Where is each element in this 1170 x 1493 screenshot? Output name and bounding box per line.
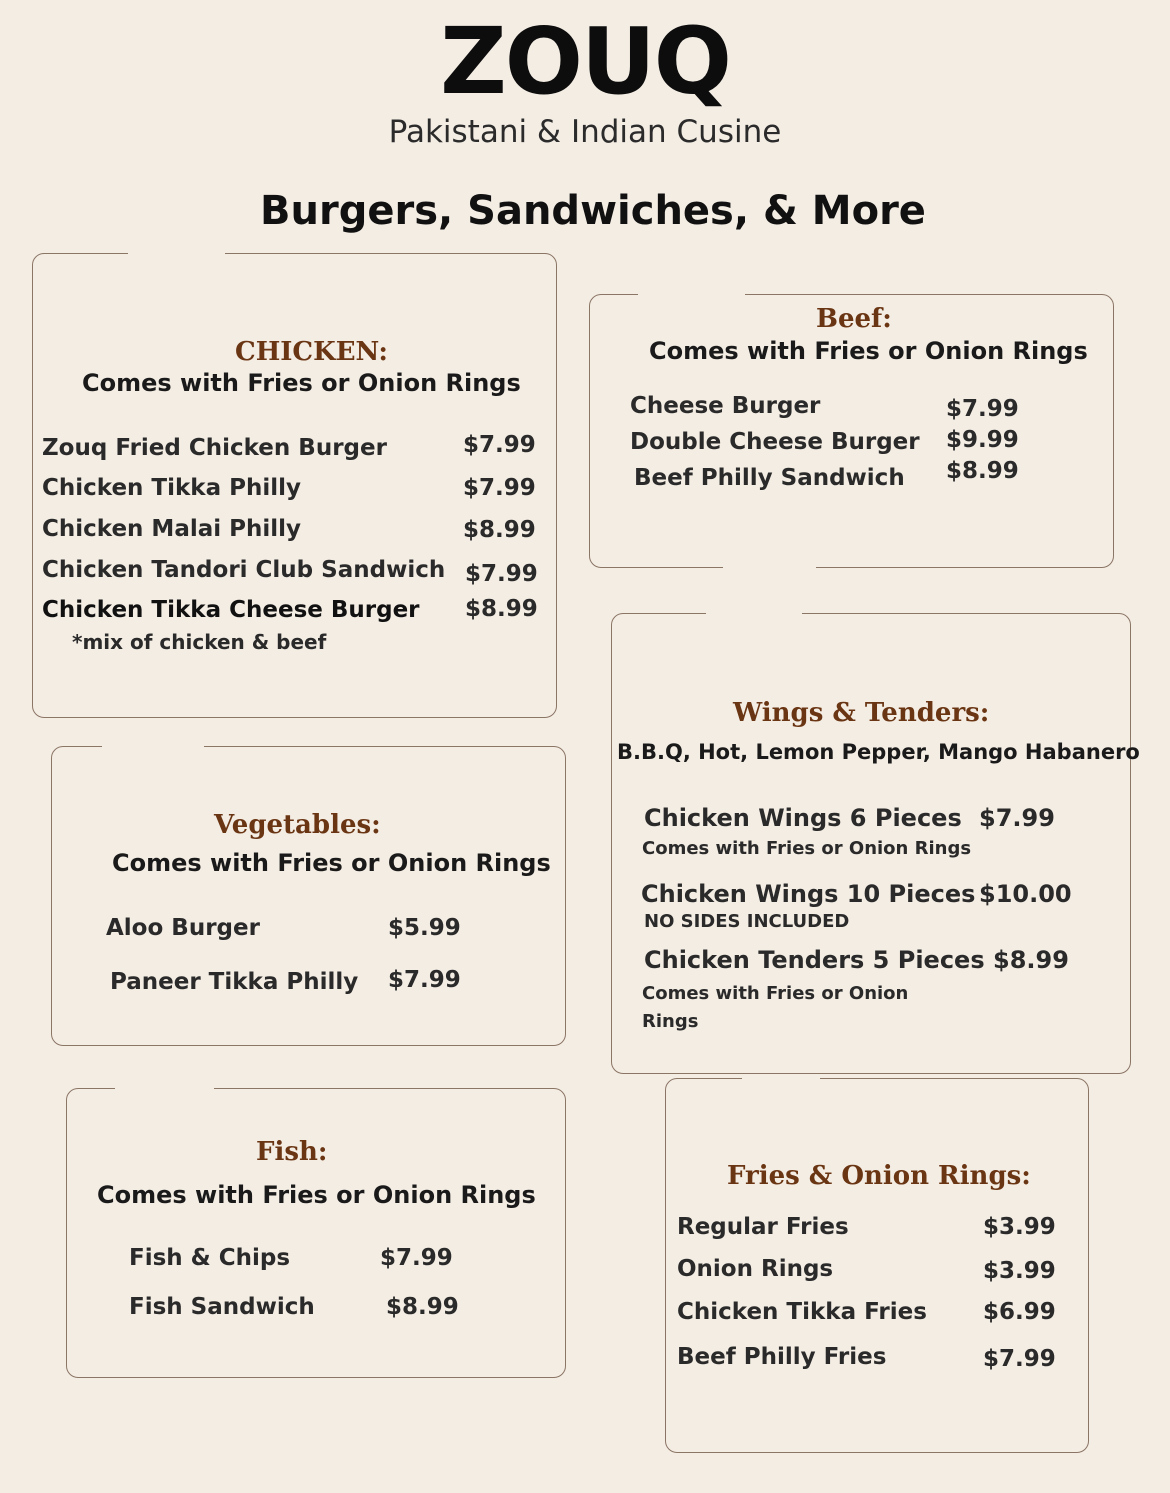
menu-item-price: $8.99 [465, 596, 538, 622]
restaurant-subtitle: Pakistani & Indian Cusine [388, 114, 782, 150]
beef-title: Beef: [816, 304, 892, 334]
menu-item-price: $9.99 [946, 427, 1019, 453]
chicken-note: *mix of chicken & beef [72, 630, 327, 654]
menu-item-name: Cheese Burger [630, 393, 821, 419]
menu-item-price: $8.99 [386, 1294, 459, 1320]
menu-item-name: Double Cheese Burger [630, 429, 920, 455]
menu-item-name: Chicken Tenders 5 Pieces [644, 946, 985, 974]
menu-item-price: $7.99 [463, 475, 536, 501]
fish-section [66, 1088, 566, 1378]
menu-item-price: $3.99 [983, 1214, 1056, 1240]
menu-item-price: $7.99 [979, 804, 1055, 832]
menu-item-price: $7.99 [983, 1346, 1056, 1372]
menu-item-name: Chicken Tandori Club Sandwich [42, 557, 446, 583]
menu-item-price: $8.99 [463, 517, 536, 543]
menu-item-name: Chicken Tikka Philly [42, 475, 301, 501]
menu-item-name: Aloo Burger [106, 915, 260, 941]
frame-gap [723, 565, 816, 570]
menu-item-name: Chicken Malai Philly [42, 516, 302, 542]
menu-item-price: $10.00 [979, 880, 1072, 908]
menu-item-name: Onion Rings [677, 1256, 834, 1282]
menu-item-name: Chicken Wings 10 Pieces [641, 880, 976, 908]
wings-item-note: Rings [642, 1011, 699, 1032]
menu-item-price: $8.99 [993, 946, 1069, 974]
frame-gap [638, 292, 745, 297]
menu-item-name: Beef Philly Fries [677, 1344, 887, 1370]
menu-item-price: $6.99 [983, 1299, 1056, 1325]
frame-gap [742, 1076, 820, 1081]
restaurant-logo: ZOUQ [440, 8, 730, 115]
fries-title: Fries & Onion Rings: [727, 1161, 1031, 1191]
menu-item-price: $5.99 [388, 915, 461, 941]
menu-item-price: $3.99 [983, 1258, 1056, 1284]
menu-item-price: $7.99 [463, 432, 536, 458]
menu-item-price: $8.99 [946, 458, 1019, 484]
chicken-subtitle: Comes with Fries or Onion Rings [82, 369, 521, 397]
vegetables-section [51, 746, 566, 1046]
menu-item-price: $7.99 [946, 396, 1019, 422]
wings-item-note: NO SIDES INCLUDED [644, 911, 850, 932]
menu-item-price: $7.99 [380, 1245, 453, 1271]
menu-item-name: Paneer Tikka Philly [110, 969, 359, 995]
menu-item-name: Chicken Wings 6 Pieces [644, 804, 962, 832]
beef-subtitle: Comes with Fries or Onion Rings [649, 337, 1088, 365]
menu-item-name: Beef Philly Sandwich [634, 465, 905, 491]
menu-item-name: Zouq Fried Chicken Burger [42, 435, 387, 461]
vegetables-subtitle: Comes with Fries or Onion Rings [112, 849, 551, 877]
menu-item-name: Regular Fries [677, 1214, 849, 1240]
menu-item-name: Fish Sandwich [129, 1294, 315, 1320]
menu-heading: Burgers, Sandwiches, & More [260, 188, 926, 234]
menu-item-name: Chicken Tikka Fries [677, 1299, 927, 1325]
wings-title: Wings & Tenders: [733, 698, 990, 728]
frame-gap [102, 744, 204, 749]
menu-item-price: $7.99 [465, 561, 538, 587]
menu-item-price: $7.99 [388, 967, 461, 993]
wings-item-note: Comes with Fries or Onion Rings [642, 838, 972, 859]
fish-title: Fish: [256, 1137, 328, 1167]
frame-gap [706, 611, 802, 616]
menu-item-name: Fish & Chips [129, 1245, 291, 1271]
wings-subtitle: B.B.Q, Hot, Lemon Pepper, Mango Habanero [617, 740, 1140, 764]
fish-subtitle: Comes with Fries or Onion Rings [97, 1181, 536, 1209]
menu-item-name: Chicken Tikka Cheese Burger [42, 597, 420, 623]
frame-gap [115, 1086, 214, 1091]
chicken-title: CHICKEN: [235, 337, 388, 367]
vegetables-title: Vegetables: [214, 810, 381, 840]
wings-item-note: Comes with Fries or Onion [642, 983, 909, 1004]
frame-gap [128, 251, 225, 256]
